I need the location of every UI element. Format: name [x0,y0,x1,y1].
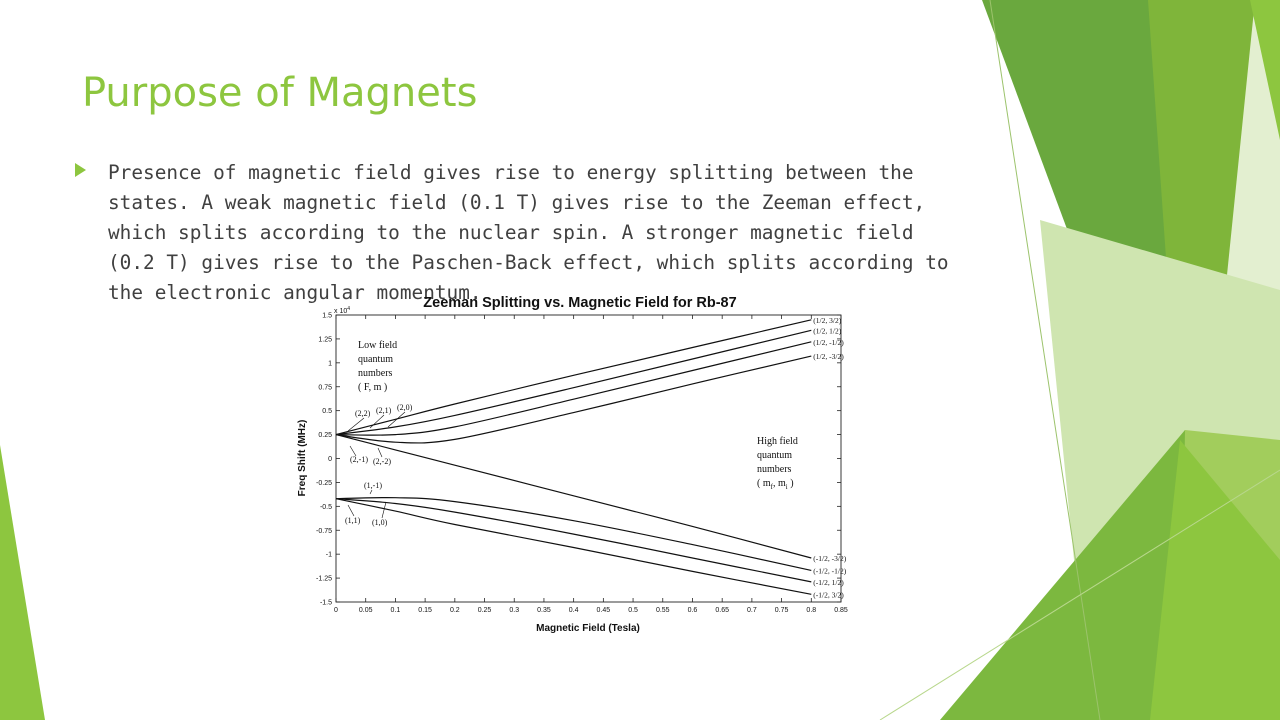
x-tick-label: 0.05 [358,607,373,614]
x-tick-label: 0.85 [834,607,848,614]
bullet-item [75,158,960,308]
low-field-label-line: ( F, m ) [358,382,388,393]
state-label: (2,-1) [350,455,368,464]
zeeman-chart [290,288,860,638]
x-tick-label: 0 [334,607,338,614]
series-label: (1/2, 1/2) [813,326,842,336]
series-group [336,320,811,595]
x-tick-label: 0.4 [568,607,579,614]
x-tick-label: 0.5 [628,607,638,614]
hf-sub: f [770,483,773,491]
x-tick-label: 0.55 [655,607,670,614]
y-multiplier: x $10^4$ [334,306,351,315]
y-tick-label: 0.5 [322,408,332,416]
y-axis-label: Freq Shift (MHz) [297,419,308,497]
x-tick-label: 0.15 [418,607,432,614]
series-line [336,435,811,558]
hf-part: , m [772,478,786,489]
x-tick-label: 0.35 [537,607,551,614]
hf-sub: i [785,483,788,491]
y-tick-label: 0.25 [318,432,332,440]
x-axis-label: Magnetic Field (Tesla) [536,623,640,634]
series-line [336,499,811,582]
x-tick-label: 0.6 [687,607,698,614]
series-label: (-1/2, 1/2) [813,577,844,587]
y-tick-label: 1.25 [318,336,332,344]
bullet-text: Presence of magnetic field gives rise to energy splitting between the states. A weak magnetic field (0.1 T) gives rise to the Zeeman effect, which splits according to the nuclear spin. A stronger magnetic field (0.2 T) gives rise to the Paschen-Back effect, which splits according to the electronic angular momentum. [108,161,949,304]
y-tick-label: 0.75 [318,384,332,392]
state-label: (1,1) [345,516,361,525]
triangle-right-icon [75,163,86,177]
deco-left-sliver [0,445,45,720]
series-label: (1/2, -1/2) [813,337,844,347]
y-tick-label: -0.25 [316,479,332,487]
low-field-label [358,340,397,393]
low-field-label-line: numbers [358,368,393,379]
hf-part: ) [787,478,794,489]
series-label: (1/2, -3/2) [813,352,844,362]
state-label: (1,-1) [364,481,382,490]
high-field-label [757,436,798,491]
y-tick-label: -1.5 [319,599,332,607]
series-line [336,320,811,435]
state-label: (2,0) [397,403,413,412]
state-labels [345,403,413,527]
high-field-label-line: High field [757,436,798,447]
x-tick-label: 0.75 [774,607,789,614]
x-tick-label: 0.3 [509,607,520,614]
y-tick-label: -0.5 [319,503,332,511]
series-line [336,499,811,595]
x-tick-label: 0.2 [449,607,460,614]
x-tick-label: 0.7 [747,607,757,614]
page-title: Purpose of Magnets [82,70,478,116]
high-field-label-line [757,478,794,491]
y-tick-label: -1 [325,551,332,559]
series-line [336,330,811,434]
state-label: (2,2) [355,409,371,418]
series-label: (1/2, 3/2) [813,315,842,325]
state-label: (2,-2) [373,457,391,466]
state-label: (1,0) [372,518,388,527]
y-tick-label: 1 [328,360,332,368]
series-label: (-1/2, -1/2) [813,566,847,576]
x-tick-label: 0.25 [477,607,492,614]
y-tick-label: 1.5 [322,312,332,320]
x-tick-label: 0.65 [715,607,729,614]
y-tick-label: -0.75 [316,527,332,535]
x-tick-label: 0.1 [390,607,401,614]
low-field-label-line: quantum [358,354,393,365]
series-labels [813,316,846,600]
state-label: (2,1) [376,406,392,415]
series-label: (-1/2, 3/2) [813,590,844,600]
high-field-label-line: quantum [757,450,792,461]
x-tick-label: 0.8 [806,607,817,614]
series-line [336,342,811,435]
chart-title: Zeeman Splitting vs. Magnetic Field for Rb-87 [423,295,737,311]
y-tick-label: 0 [328,456,332,463]
y-tick-label: -1.25 [316,575,332,583]
hf-part: ( m [757,478,771,489]
x-tick-label: 0.45 [596,607,611,614]
high-field-label-line: numbers [757,464,792,475]
series-label: (-1/2, -3/2) [813,553,847,563]
low-field-label-line: Low field [358,340,398,351]
